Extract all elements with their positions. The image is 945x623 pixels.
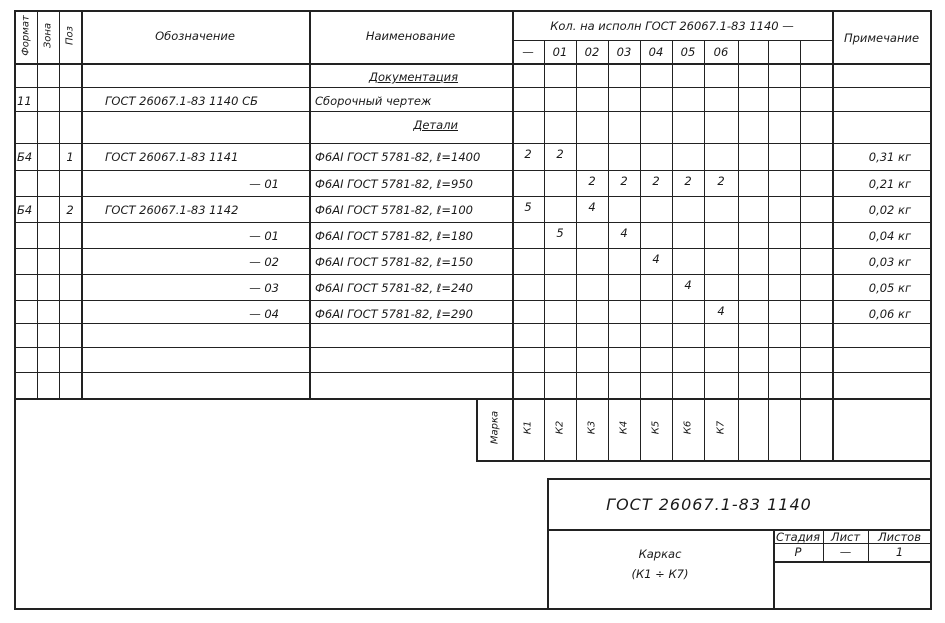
marking-column-line xyxy=(608,398,609,460)
marking-column-line xyxy=(832,398,834,460)
title-block-sheets-label: Листов xyxy=(878,530,921,544)
header-variant-1: 01 xyxy=(552,45,568,59)
column-line xyxy=(672,40,673,398)
marking-column-line xyxy=(738,398,739,460)
row-note: 0,04 кг xyxy=(868,229,911,243)
row-note: 0,02 кг xyxy=(868,203,911,217)
row-line xyxy=(15,347,931,348)
column-line xyxy=(81,11,83,398)
marking-column-line xyxy=(768,398,769,460)
row-section-title: Документация xyxy=(368,70,458,84)
row-note: 0,31 кг xyxy=(868,150,911,164)
marking-column-line xyxy=(704,398,705,460)
row-designation: ГОСТ 26067.1-83 1140 СБ xyxy=(105,94,259,108)
header-qty-title: Кол. на исполн ГОСТ 26067.1-83 1140 — xyxy=(550,19,794,33)
row-name: Ф6АI ГОСТ 5781-82, ℓ=950 xyxy=(315,177,473,191)
row-qty: 2 xyxy=(524,147,532,161)
header-note-label: Примечание xyxy=(843,31,920,45)
row-note: 0,03 кг xyxy=(868,255,911,269)
header-format-label: Формат xyxy=(20,15,32,56)
row-qty: 2 xyxy=(620,174,628,188)
column-line xyxy=(704,40,705,398)
row-qty: 4 xyxy=(717,304,725,318)
marking-column-line xyxy=(640,398,641,460)
marking-left-line xyxy=(476,398,478,460)
column-line xyxy=(768,40,769,398)
row-line xyxy=(15,170,931,171)
header-bottom-line xyxy=(15,63,931,65)
row-line xyxy=(15,300,931,301)
row-format: Б4 xyxy=(17,150,33,164)
marking-column-line xyxy=(544,398,545,460)
marking-column-line xyxy=(512,398,514,460)
row-line xyxy=(15,222,931,223)
table-bottom-line xyxy=(15,398,931,400)
row-line xyxy=(15,87,931,88)
row-name: Ф6АI ГОСТ 5781-82, ℓ=290 xyxy=(315,307,473,321)
row-name: Ф6АI ГОСТ 5781-82, ℓ=100 xyxy=(315,203,473,217)
header-variant-5: 05 xyxy=(680,45,696,59)
header-name-label: Наименование xyxy=(365,29,456,43)
row-designation: — 04 xyxy=(249,307,279,321)
row-note: 0,21 кг xyxy=(868,177,911,191)
header-zone-label: Зона xyxy=(42,22,54,49)
title-block-name-range: (К1 ÷ К7) xyxy=(631,567,689,581)
row-name: Сборочный чертеж xyxy=(315,94,432,108)
column-line xyxy=(738,40,739,398)
header-variant-6: 06 xyxy=(713,45,729,59)
title-block-top-line xyxy=(547,478,931,480)
row-line xyxy=(15,372,931,373)
title-block-document-number: ГОСТ 26067.1-83 1140 xyxy=(606,495,812,514)
row-qty: 2 xyxy=(717,174,725,188)
header-variant-4: 04 xyxy=(648,45,664,59)
row-name: Ф6АI ГОСТ 5781-82, ℓ=240 xyxy=(315,281,473,295)
row-section-title: Детали xyxy=(413,118,458,132)
row-designation: — 02 xyxy=(249,255,279,269)
title-block-stage-label: Стадия xyxy=(775,530,821,544)
row-qty: 2 xyxy=(588,174,596,188)
row-designation: — 01 xyxy=(249,177,279,191)
row-name: Ф6АI ГОСТ 5781-82, ℓ=1400 xyxy=(315,150,481,164)
row-designation: — 03 xyxy=(249,281,279,295)
row-line xyxy=(15,196,931,197)
row-name: Ф6АI ГОСТ 5781-82, ℓ=150 xyxy=(315,255,473,269)
column-line xyxy=(544,40,545,398)
marking-mark-6: К7 xyxy=(715,420,727,435)
row-designation: ГОСТ 26067.1-83 1141 xyxy=(105,150,239,164)
marking-column-line xyxy=(800,398,801,460)
row-note: 0,05 кг xyxy=(868,281,911,295)
row-qty: 4 xyxy=(620,226,628,240)
column-line xyxy=(608,40,609,398)
title-block-small-line-2 xyxy=(773,561,931,563)
row-qty: 2 xyxy=(684,174,692,188)
marking-mark-0: К1 xyxy=(522,420,534,435)
column-line xyxy=(640,40,641,398)
row-line xyxy=(15,248,931,249)
row-qty: 5 xyxy=(524,200,532,214)
title-block-sheet-label: Лист xyxy=(830,530,861,544)
column-line xyxy=(800,40,801,398)
row-qty: 4 xyxy=(588,200,596,214)
row-line xyxy=(15,274,931,275)
row-designation: — 01 xyxy=(249,229,279,243)
row-line xyxy=(15,323,931,324)
marking-mark-1: К2 xyxy=(554,420,566,435)
title-block-name: Каркас xyxy=(638,547,682,561)
marking-mark-3: К4 xyxy=(618,420,630,435)
marking-bottom-line xyxy=(476,460,931,462)
row-name: Ф6АI ГОСТ 5781-82, ℓ=180 xyxy=(315,229,473,243)
header-pos-label: Поз xyxy=(64,26,76,45)
header-designation-label: Обозначение xyxy=(155,29,235,43)
row-pos: 2 xyxy=(66,203,74,217)
header-variant-0: — xyxy=(522,45,534,59)
row-line xyxy=(15,143,931,144)
title-block-stage-value: Р xyxy=(794,545,802,559)
row-qty: 4 xyxy=(652,252,660,266)
row-note: 0,06 кг xyxy=(868,307,911,321)
header-variant-3: 03 xyxy=(616,45,632,59)
title-block-sheet-value: — xyxy=(839,545,852,559)
row-qty: 2 xyxy=(652,174,660,188)
column-line xyxy=(576,40,577,398)
marking-mark-2: К3 xyxy=(586,420,598,435)
marking-label: Марка xyxy=(489,410,501,445)
marking-mark-5: К6 xyxy=(682,420,694,435)
row-format: Б4 xyxy=(17,203,33,217)
row-designation: ГОСТ 26067.1-83 1142 xyxy=(105,203,239,217)
marking-mark-4: К5 xyxy=(650,420,662,435)
column-line xyxy=(37,11,38,398)
title-block-sheets-value: 1 xyxy=(895,545,904,559)
marking-column-line xyxy=(672,398,673,460)
row-pos: 1 xyxy=(66,150,74,164)
row-qty: 4 xyxy=(684,278,692,292)
row-qty: 2 xyxy=(556,147,564,161)
marking-column-line xyxy=(576,398,577,460)
row-qty: 5 xyxy=(556,226,564,240)
row-format: 11 xyxy=(17,94,32,108)
header-variant-2: 02 xyxy=(584,45,600,59)
row-line xyxy=(15,111,931,112)
